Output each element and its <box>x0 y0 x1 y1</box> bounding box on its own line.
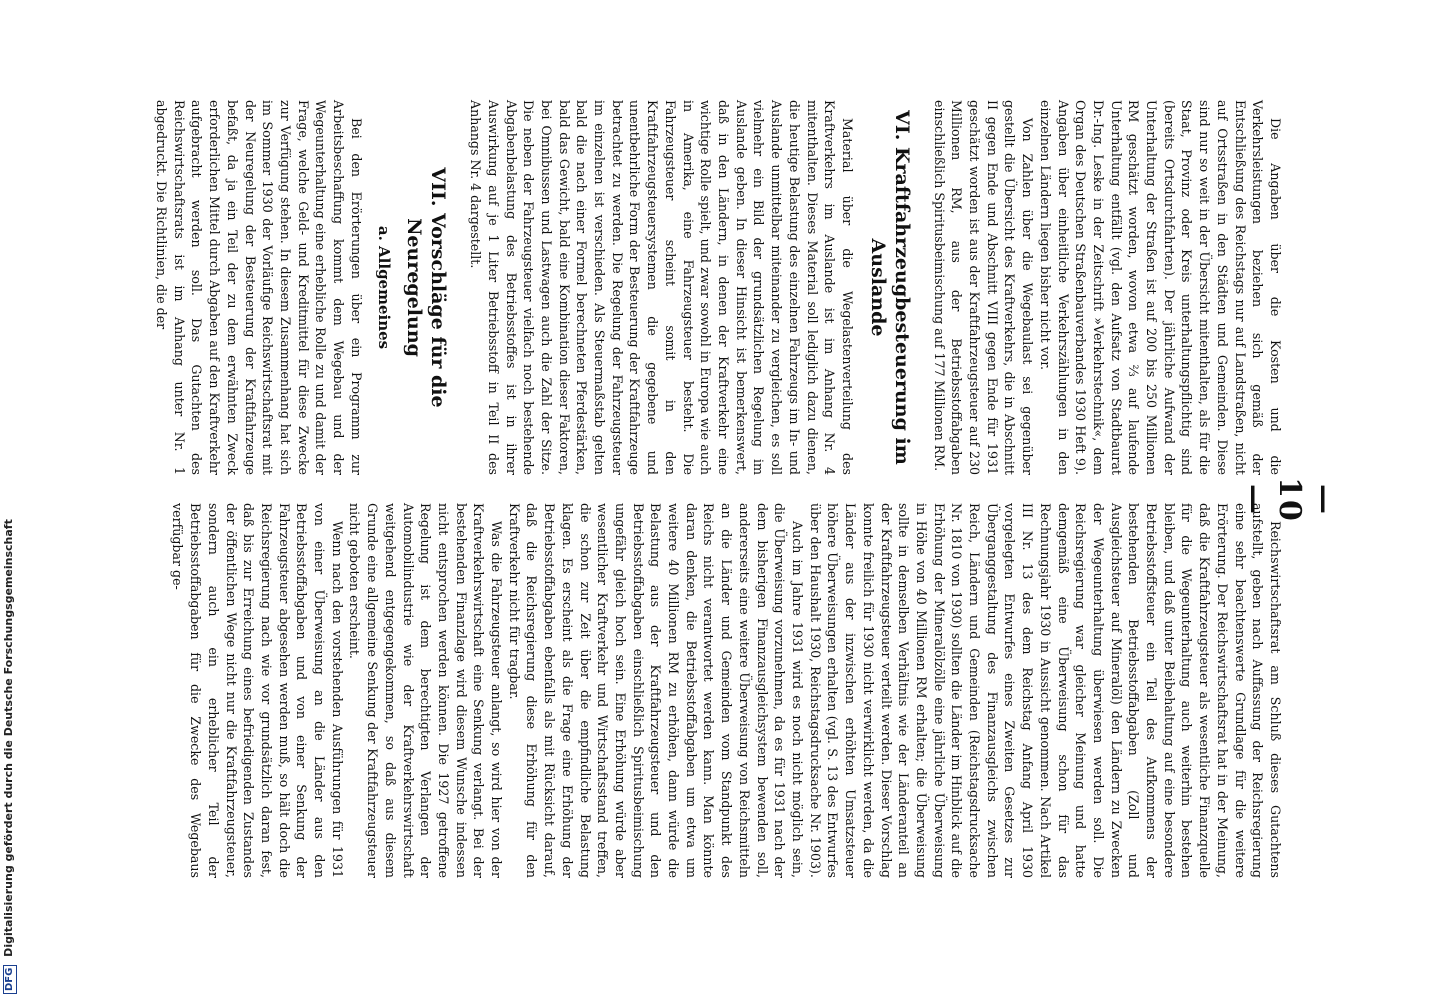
section-heading-vii: VII. Vorschläge für die Neuregelung <box>403 167 450 408</box>
dfg-logo: DFG <box>3 965 17 994</box>
paragraph: Die Angaben über die Kosten und die Verkehrsleistungen beziehen sich gemäß der Entschließung des Reichstags nur auf Landstraßen, nicht auf Ortsstraßen in den Städten und Gemeinden. Diese sind nur so weit in der Übersicht mitenthalten, als für die Staat, Provinz oder Kreis unterhaltungspflichtig sind (bereits Ortsdurchfahrten). Der jährliche Aufwand der Unterhaltung der Straßen ist auf 200 bis 250 Millionen RM geschätzt worden, wovon etwa ⅔ auf laufende Unterhaltung entfällt (vgl. den Aufsatz von Stadtbaurat Dr.-Ing. Leske in der Zeitschrift »Verkehrstechnik«, dem Organ des Deutschen Straßenbauverbandes 1930 Heft 9). Angaben über einheitliche Verkehrszählungen in den einzelnen Ländern liegen bisher nicht vor. <box>1037 100 1283 475</box>
page-number: — 10 — <box>1237 477 1342 523</box>
section-heading-vi: VI. Kraftfahrzeugbesteuerung im Auslande <box>866 110 913 465</box>
subsection-heading: a. Allgemeines <box>375 225 394 350</box>
credit-text: Digitalisierung gefördert durch die Deutsche Forschungsgemeinschaft <box>2 519 15 957</box>
paragraph: Auch im Jahre 1931 wird es noch nicht möglich sein, die Überweisung vorzunehmen, da es für 1931 nach der dem bisherigen Finanzausgleichsystem bewenden soll, andererseits eine weitere Überweisung von Reichsmitteln an die Länder und Gemeinden vom Standpunkt des Reichs nicht verantwortet werden kann. Man könnte daran denken, die Betriebsstoffabgaben um etwa um weitere 40 Millionen RM zu erhöhen, dann würde die Belastung aus der Kraftfahrzeugsteuer und den Betriebsstoffabgaben einschließlich Spiritusbeimischung ungefähr gleich hoch sein. Eine Erhöhung würde aber wesentlicher Kraftverkehr und Wirtschaftsstand treffen, die schon zur Zeit über die empfindliche Belastung klagen. Es erscheint als die Frage eine Erhöhung der Betriebsstoffabgaben ebenfalls als mit Rücksicht darauf, daß die Reichsregierung diese Erhöhung für den Kraftverkehr nicht für tragbar. <box>506 503 806 878</box>
paragraph: Was die Fahrzeugsteuer anlangt, so wird hier von der Kraftverkehrswirtschaft eine Senkung verlangt. Bei der bestehenden Finanzlage wird diesem Wunsche indessen nicht entsprochen werden können. Die 1927 getroffene Regelung ist dem berechtigten Verlangen der Automobilindustrie wie der Kraftverkehrswirtschaft weitgehend entgegengekommen, so daß aus diesem Grunde eine allgemeine Senkung der Kraftfahrzeugsteuer nicht geboten erscheint. <box>347 503 505 878</box>
right-column <box>169 503 1284 878</box>
paragraph: Bei den Erörterungen über ein Programm zur Arbeitsbeschaffung kommt dem Wegebau und der Wegeunterhaltung eine erhebliche Rolle zu und damit der Frage, welche Geld- und Kreditmittel für diese Zwecke zur Verfügung stehen. In diesem Zusammenhang hat sich im Sommer 1930 der Vorläufige Reichswirtschaftsrat mit der Neuregelung der Besteuerung der Kraftfahrzeuge befaßt, da ja ein Teil der zu dem erwähnten Zweck erforderlichen Mittel durch Abgaben auf den Kraftverkehr aufgebracht werden soll. Das Gutachten des Reichswirtschaftsrats ist im Anhang unter Nr. 1 abgedruckt. Die Richtlinien, die der <box>154 100 364 475</box>
paragraph: Wenn nach den vorstehenden Ausführungen für 1931 von einer Überweisung an die Länder aus den Betriebsstoffabgaben und von einer Senkung der Fahrzeugsteuer abgesehen werden muß, so hält doch die Reichsregierung nach wie vor grundsätzlich daran fest, daß bis zur Erreichung eines befriedigenden Zustandes der öffentlichen Wege nicht nur die Kraftfahrzeugsteuer, sondern auch ein erheblicher Teil der Betriebsstoffabgaben für die Zwecke des Wegebaus verfügbar ge- <box>170 503 345 878</box>
paragraph: Von Zahlen über die Wegebaulast sei gegenüber gestellt die Übersicht des Kraftverkehrs, die in Abschnitt II gegen Ende und Abschnitt VIII gegen Ende für 1931 geschätzt worden ist aus der Kraftfahrzeugsteuer auf 230 Millionen RM, aus der Betriebsstoffabgaben einschließlich Spiritusbeimischung auf 177 Millionen RM. <box>931 100 1036 475</box>
left-column <box>152 100 1284 475</box>
paragraph: Material über die Wegelastenverteilung des Kraftverkehrs im Auslande ist im Anhang Nr. 4 mitenthalten. Dieses Material soll lediglich dazu dienen, die heutige Belastung des einzelnen Fahrzeugs im In- und Auslande unmittelbar miteinander zu vergleichen, es soll vielmehr ein Bild der grundsätzlichen Regelung im Auslande geben. In dieser Hinsicht ist bemerkenswert, daß in den Ländern, in denen der Kraftverkehr eine wichtige Rolle spielt, und zwar sowohl in Europa wie auch in Amerika, eine Fahrzeugsteuer besteht. Die Fahrzeugsteuer scheint somit in den Kraftfahrzeugsteuersystemen die gegebene und unentbehrliche Form der Besteuerung der Kraftfahrzeuge betrachtet zu werden. Die Regelung der Fahrzeugsteuer im einzelnen ist verschieden. Als Steuermaßstab gelten bald die nach einer Formel berechneten Pferdestärken, bald das Gewicht, bald eine Kombination dieser Faktoren, bei Omnibussen und Lastwagen auch die Zahl der Sitze. Die neben der Fahrzeugsteuer vielfach noch bestehende Abgabenbelastung des Betriebsstoffes ist in ihrer Auswirkung auf je 1 Liter Betriebsstoff in Teil II des Anhangs Nr. 4 dargestellt. <box>468 100 855 475</box>
paragraph: Reichswirtschaftsrat am Schluß dieses Gutachtens aufstellt, geben nach Auffassung der Reichsregierung eine sehr beachtenswerte Grundlage für die weitere Erörterung. Der Reichswirtschaftsrat hat in der Meinung, daß die Kraftfahrzeugsteuer als wesentliche Finanzquelle für die Wegeunterhaltung auch weiterhin bestehen bleiben, und daß unter Beibehaltung auf eine besondere Betriebsstoffsteuer ein Teil des Aufkommens der bestehenden Betriebsstoffabgaben (Zoll und Ausgleichsteuer auf Mineralöl) den Ländern zu Zwecken der Wegeunterhaltung überwiesen werden soll. Die Reichsregierung war gleicher Meinung und hatte demgemäß eine Überweisung schon für das Rechnungsjahr 1930 in Aussicht genommen. Nach Artikel III Nr. 13 des dem Reichstag Anfang April 1930 vorgelegten Entwurfes eines Zweiten Gesetzes zur Überganggestaltung des Finanzausgleichs zwischen Reich, Ländern und Gemeinden (Reichstagsdrucksache Nr. 1810 von 1930) sollten die Länder im Hinblick auf die Erhöhung der Mineralölzölle eine jährliche Überweisung in Höhe von 40 Millionen RM erhalten; die Überweisung sollte in demselben Verhältnis wie der Länderanteil an der Kraftfahrzeugsteuer verteilt werden. Dieser Vorschlag konnte freilich für 1930 nicht verwirklicht werden, da die Länder aus der inzwischen erhöhten Umsatzsteuer höhere Überweisungen erhalten (vgl. S. 13 des Entwurfes über den Haushalt 1930, Reichstagsdrucksache Nr. 1903). <box>807 503 1283 878</box>
